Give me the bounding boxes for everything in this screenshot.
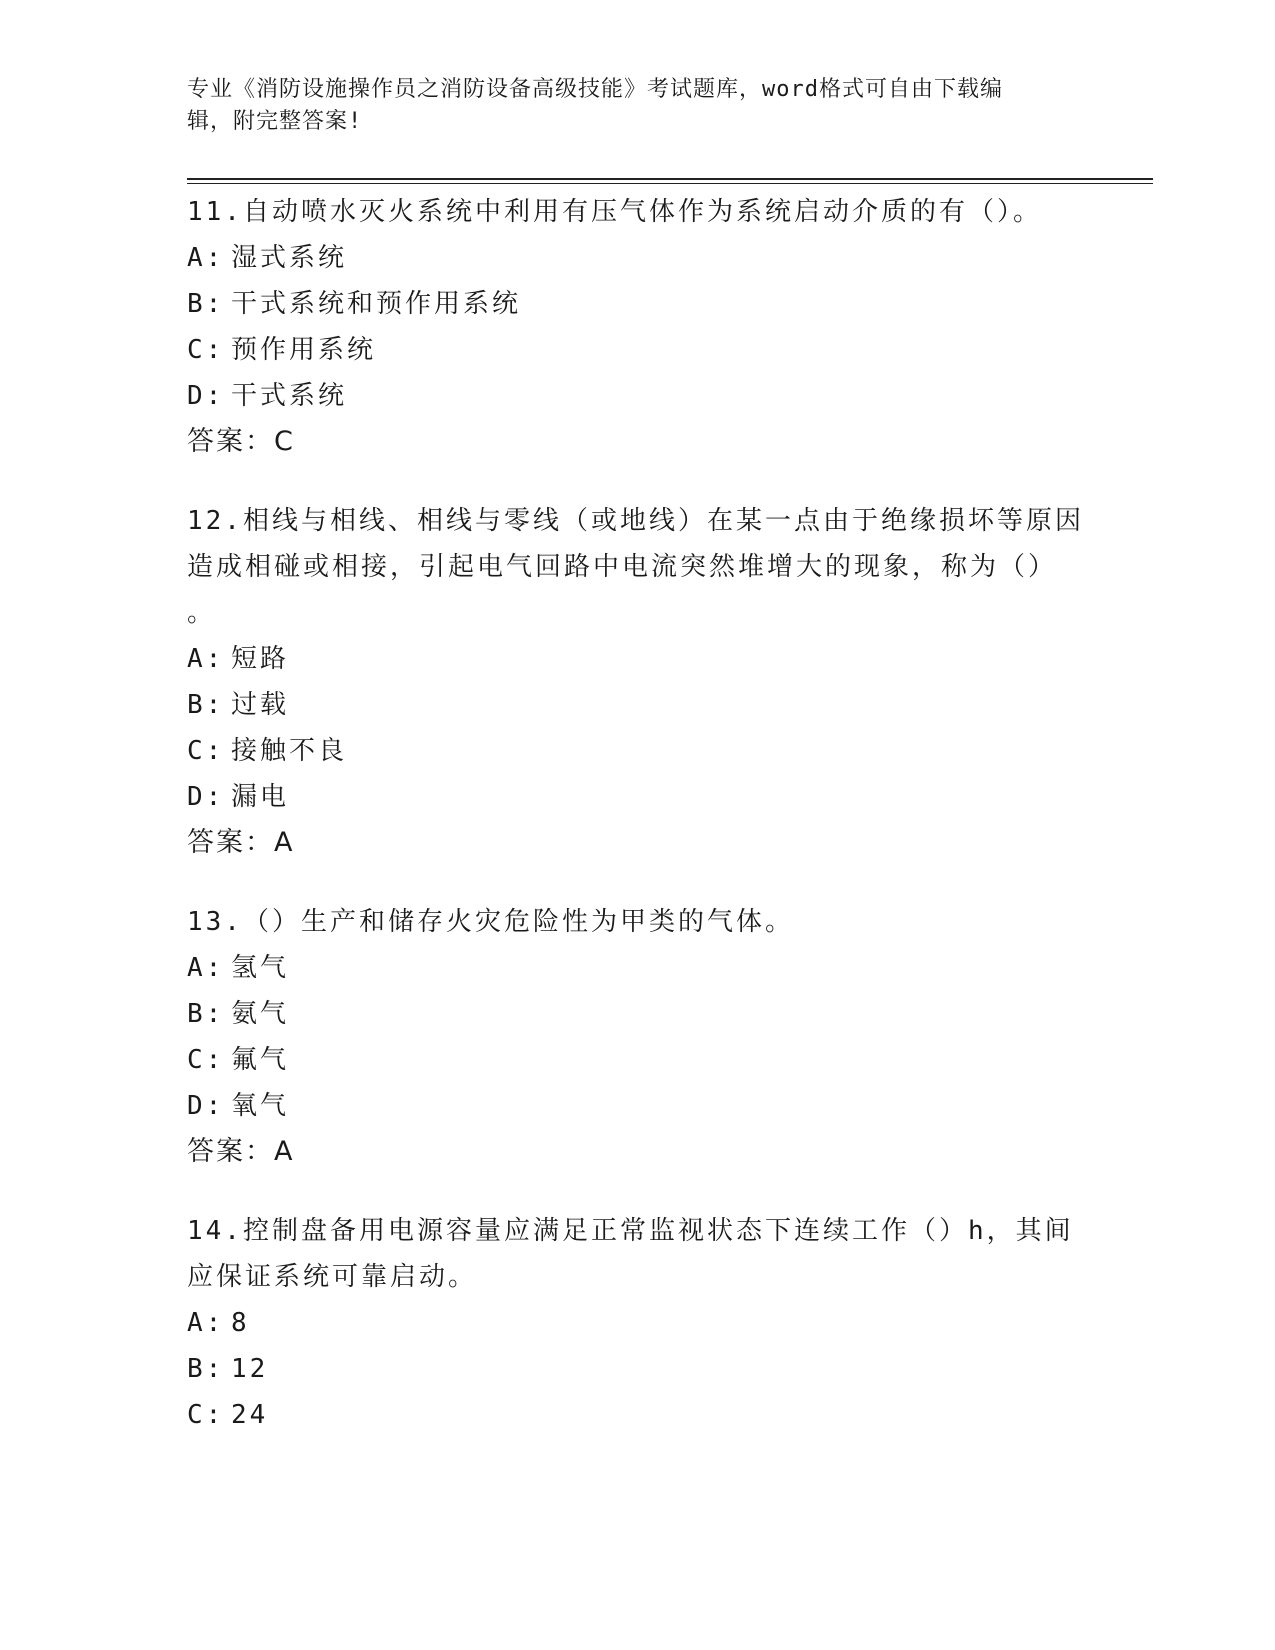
option-b xyxy=(187,682,1087,728)
option-a xyxy=(187,945,1087,991)
option-b xyxy=(187,281,1087,327)
option-letter: C: xyxy=(187,1400,225,1430)
option-c xyxy=(187,327,1087,373)
option-letter: B: xyxy=(187,289,225,319)
option-c xyxy=(187,1392,1087,1438)
option-a xyxy=(187,636,1087,682)
option-letter: D: xyxy=(187,782,225,812)
question-list xyxy=(187,189,1087,1471)
header-line-1: 专业《消防设施操作员之消防设备高级技能》考试题库，word格式可自由下载编 xyxy=(187,77,1003,102)
option-text: 过载 xyxy=(231,690,290,720)
option-letter: A: xyxy=(187,1308,225,1338)
question-stem: 11.自动喷水灭火系统中利用有压气体作为系统启动介质的有（）。 xyxy=(187,197,1042,227)
option-text: 接触不良 xyxy=(231,736,348,766)
option-letter: B: xyxy=(187,690,225,720)
option-text: 预作用系统 xyxy=(231,335,377,365)
option-letter: B: xyxy=(187,999,225,1029)
option-letter: D: xyxy=(187,381,225,411)
option-text: 氢气 xyxy=(231,953,290,983)
question-stem-line-1: 12.相线与相线、相线与零线（或地线）在某一点由于绝缘损坏等原因 xyxy=(187,506,1084,536)
answer-line: 答案：A xyxy=(187,827,295,858)
option-text: 24 xyxy=(231,1400,269,1430)
question-14 xyxy=(187,1208,1087,1438)
option-text: 氧气 xyxy=(231,1091,290,1121)
option-d xyxy=(187,373,1087,419)
header-divider-thick xyxy=(187,178,1153,180)
option-letter: C: xyxy=(187,1045,225,1075)
option-a xyxy=(187,1300,1087,1346)
option-c xyxy=(187,1037,1087,1083)
header-divider-thin xyxy=(187,183,1153,184)
option-letter: A: xyxy=(187,243,225,273)
option-letter: A: xyxy=(187,953,225,983)
option-letter: C: xyxy=(187,335,225,365)
option-letter: A: xyxy=(187,644,225,674)
header-line-2: 辑，附完整答案! xyxy=(187,109,363,134)
option-text: 8 xyxy=(231,1308,250,1338)
option-text: 湿式系统 xyxy=(231,243,348,273)
option-text: 氨气 xyxy=(231,999,290,1029)
question-11 xyxy=(187,189,1087,465)
question-13 xyxy=(187,899,1087,1175)
answer-line: 答案：C xyxy=(187,426,295,457)
option-c xyxy=(187,728,1087,774)
question-12 xyxy=(187,498,1087,866)
option-d xyxy=(187,774,1087,820)
option-text: 干式系统 xyxy=(231,381,348,411)
question-stem-line-1: 14.控制盘备用电源容量应满足正常监视状态下连续工作（）h，其间 xyxy=(187,1216,1074,1246)
question-stem-line-2: 应保证系统可靠启动。 xyxy=(187,1262,478,1292)
option-text: 干式系统和预作用系统 xyxy=(231,289,522,319)
question-stem: 13.（）生产和储存火灾危险性为甲类的气体。 xyxy=(187,907,794,937)
option-a xyxy=(187,235,1087,281)
option-letter: B: xyxy=(187,1354,225,1384)
option-text: 12 xyxy=(231,1354,269,1384)
question-stem-line-3: 。 xyxy=(187,598,217,628)
question-stem-line-2: 造成相碰或相接，引起电气回路中电流突然堆增大的现象，称为（） xyxy=(187,552,1058,582)
option-b xyxy=(187,991,1087,1037)
answer-line: 答案：A xyxy=(187,1136,295,1167)
document-header xyxy=(187,74,1067,138)
option-b xyxy=(187,1346,1087,1392)
option-text: 短路 xyxy=(231,644,290,674)
option-letter: D: xyxy=(187,1091,225,1121)
option-text: 漏电 xyxy=(231,782,290,812)
option-text: 氟气 xyxy=(231,1045,290,1075)
option-d xyxy=(187,1083,1087,1129)
option-letter: C: xyxy=(187,736,225,766)
